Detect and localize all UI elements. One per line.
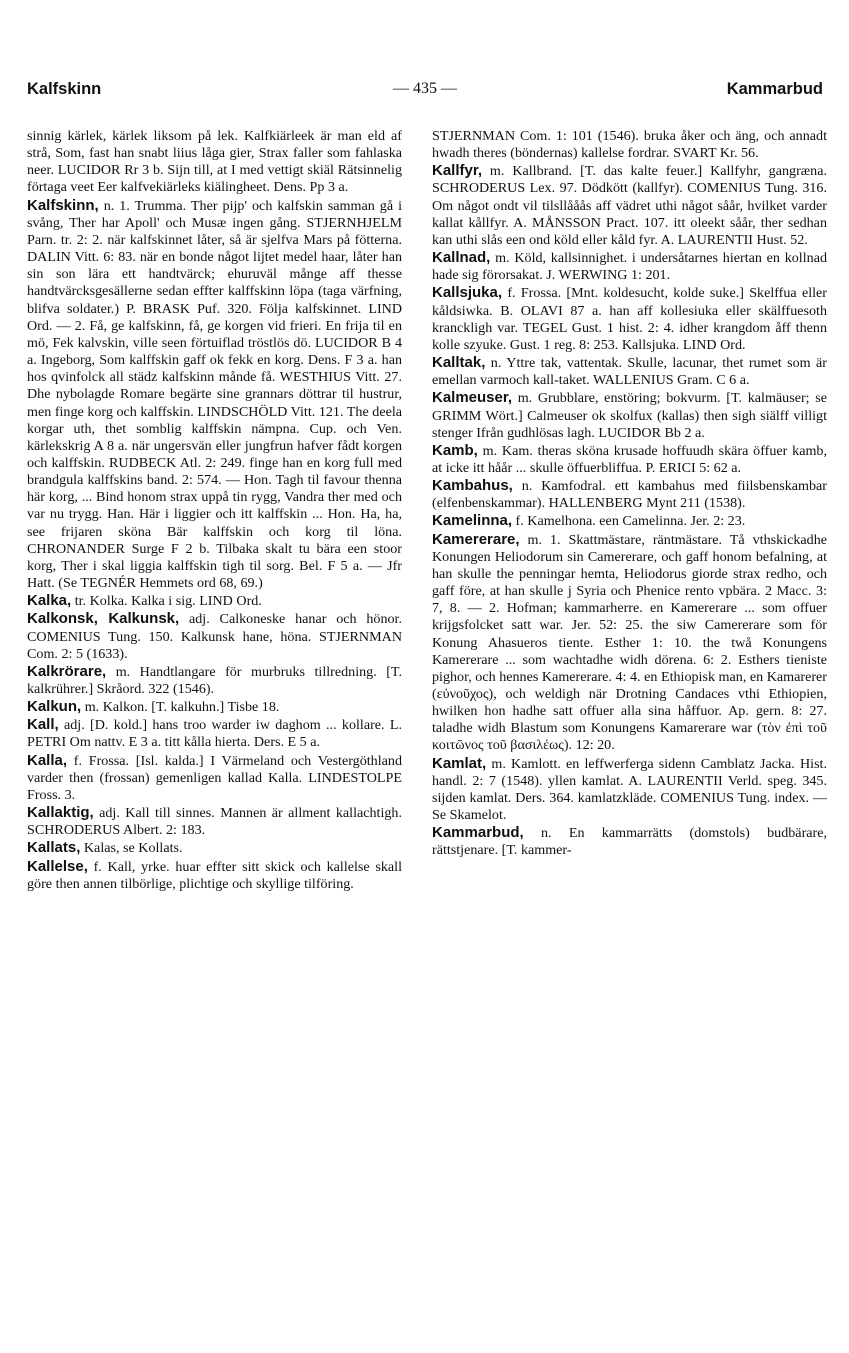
- headword: Kalltak,: [432, 354, 486, 372]
- headword: Kallfyr,: [432, 162, 483, 180]
- headword: Kalfskinn,: [27, 196, 99, 214]
- entry: Kalla, f. Frossa. [Isl. kalda.] I Värmeland och Vestergöthland varder then (frossan) gemenligen kallad Kalla. LINDESTOLPE Fross. 3.: [27, 751, 402, 803]
- entry: Kamelinna, f. Kamelhona. een Camelinna. Jer. 2: 23.: [432, 512, 746, 530]
- headword: Kallaktig,: [27, 804, 94, 822]
- header-right-word: Kammarbud: [726, 80, 823, 98]
- headword: Kalmeuser,: [432, 389, 513, 407]
- entry: Kallelse, f. Kall, yrke. huar effter sitt skick och kallelse skall göre then annen tilbörlige, plichtige och skyllige tilföring.: [27, 857, 402, 892]
- entry: Kallsjuka, f. Frossa. [Mnt. koldesucht, kolde suke.] Skelffua eller kåldsiwka. B. OLAVI 87 a. han aff kollesiuka eller skälffuesoth kranckligh var. TEGEL Gust. 1 hist. 2: 4. idher krangdom åff thenn kolle szyuke. Gust. 1 reg. 8: 253. Kallsjuka. LIND Ord.: [432, 284, 827, 353]
- entry: Kalltak, n. Yttre tak, vattentak. Skulle, lacunar, thet rumet som är emellan varmoch kall-taket. WALLENIUS Gram. C 6 a.: [432, 354, 827, 389]
- right-column: [432, 128, 827, 860]
- entry: Kalka, tr. Kolka. Kalka i sig. LIND Ord.: [27, 592, 262, 610]
- headword: Kallats,: [27, 839, 81, 857]
- headword: Kamererare,: [432, 530, 520, 548]
- headword: Kallelse,: [27, 857, 88, 875]
- entry: Kalkonsk, Kalkunsk, adj. Calkoneske hanar och hönor. COMENIUS Tung. 150. Kalkunsk hane, höna. STJERNMAN Com. 2: 5 (1633).: [27, 610, 402, 662]
- headword: Kamb,: [432, 441, 478, 459]
- headword: Kall,: [27, 716, 59, 734]
- headword: Kallnad,: [432, 249, 491, 267]
- entry: Kalkrörare, m. Handtlangare för murbruks tillredning. [T. kalkrührer.] Skråord. 322 (1546).: [27, 662, 402, 697]
- entry: Kamb, m. Kam. theras sköna krusade hoffuudh skära öffuer kamb, at icke itt håår ... skulle öffuerbliffua. P. ERICI 5: 62 a.: [432, 441, 827, 476]
- headword: Kalkonsk, Kalkunsk,: [27, 610, 180, 628]
- headword: Kammarbud,: [432, 824, 524, 842]
- left-column: [27, 128, 402, 893]
- headword: Kamlat,: [432, 754, 487, 772]
- headword: Kallsjuka,: [432, 284, 503, 302]
- header-left-word: Kalfskinn: [27, 80, 102, 98]
- entry: Kallaktig, adj. Kall till sinnes. Mannen är allment kallachtigh. SCHRODERUS Albert. 2: 183.: [27, 804, 402, 839]
- entry-continuation: STJERNMAN Com. 1: 101 (1546). bruka åker och äng, och annadt hwadh theres (böndernas) kallelse fordrar. SVART Kr. 56.: [432, 128, 827, 162]
- entry: Kammarbud, n. En kammarrätts (domstols) budbärare, rättstjenare. [T. kammer-: [432, 824, 827, 859]
- entry: Kambahus, n. Kamfodral. ett kambahus med fiilsbenskambar (elfenbenskammar). HALLENBERG Mynt 211 (1538).: [432, 477, 827, 512]
- entry: Kalfskinn, n. 1. Trumma. Ther pijp' och kalfskin samman gå i svång, Ther har Apoll' och Musæ ingen gång. STJERNHJELM Parn. tr. 2: 2. när kalfskinnet låter, så är sjelfva Mars på fötterna. DALIN Vitt. 6: 83. när en bonde något lijtet medel haar, låter han sin son lära ett handtvärck; ehuruväl månge aff thesse handtvärcksgesällerne sedan effter kalffskinn löpa (taga värfning, blifva soldater.) P. BRASK Puf. 320. Följa kalfskinnet. LIND Ord. — 2. Få, ge kalfskinn, få, ge korgen vid frieri. En frija til en mö, Fek kalvskin, ville seen förtuiflad tröstlös dö. LUCIDOR B 4 a. Ingeborg, Som kalffskin gaff ok fekk en korg. Dens. F 3 a. han hos qvinfolck all städz kalfskinn månde få. WESTHIUS Vitt. 27. Dhe nybolagde Romare begärte sine grannars döttrar til hustrur, men finge korg och kalffskin. LINDSCHÖLD Vitt. 121. The deela korgar uth, thet somblig kalffskin nämpna. Cup. och Ven. kärlekskrig A 8 a. när ungersvän eller jungfrun hafver fådt korgen och kalffskin. RUDBECK Atl. 2: 249. finge han en korg full med brandgula kalffskins band. 2: 574. — Hon. Tagh til favour thenna här korg, ... Bind honom strax uppå tin rygg, Vandra ther med och var nu trygg. Han. Här i liggier och itt kalffskin ... Hon. Ha, ha, see frijaren sköna Bär kalffskin och korg til löna. CHRONANDER Surge F 2 b. Tilbaka skalt tu bära een stoor korg, Ther i skal liggia kalffskin tigh til sorg. Bel. F 5 a. — Jfr Hatt. (Se TEGNÉR Hemmets ord 68, 69.): [27, 196, 402, 592]
- entry: Kamlat, m. Kamlott. en leffwerferga sidenn Camblatz Jacka. Hist. handl. 2: 7 (1548). yllen kamlat. A. LAURENTII Verld. speg. 345. sijden kamlat. Ders. 364. kamlatzkläde. COMENIUS Tung. index. — Se Skamelot.: [432, 754, 827, 824]
- entry: Kalkun, m. Kalkon. [T. kalkuhn.] Tisbe 18.: [27, 698, 280, 716]
- entry: Kalmeuser, m. Grubblare, enstöring; bokvurm. [T. kalmäuser; se GRIMM Wört.] Calmeuser ok skolfux (kallas) then sigh siälff villigt stenger Ifrån gudhlösas lagh. LUCIDOR Bb 2 a.: [432, 389, 827, 441]
- entry: Kallnad, m. Köld, kallsinnighet. i undersåtarnes hiertan en kollnad hade sig förorsakat. J. WERWING 1: 201.: [432, 249, 827, 284]
- headword: Kalkun,: [27, 698, 82, 716]
- headword: Kalkrörare,: [27, 662, 107, 680]
- entry: Kall, adj. [D. kold.] hans troo warder iw daghom ... kollare. L. PETRI Om nattv. E 3 a. titt kålla hierta. Ders. E 5 a.: [27, 716, 402, 751]
- entry: Kallats, Kalas, se Kollats.: [27, 839, 183, 857]
- entry: Kallfyr, m. Kallbrand. [T. das kalte feuer.] Kallfyhr, gangræna. SCHRODERUS Lex. 97. Dödkött (kallfyr). COMENIUS Tung. 316. Om något ondt vil tilsllååås aff vädret uthi något såår, hvilket varder kallat kållfyr. A. MÅNSSON Pract. 107. itt oleekt såår, ther sedhan kan uthi slås een ond köld eller kåld fyr. A. LAURENTII Hust. 52.: [432, 162, 827, 248]
- page-header: [27, 80, 823, 104]
- headword: Kambahus,: [432, 477, 513, 495]
- page-number: — 435 —: [393, 80, 457, 97]
- headword: Kalla,: [27, 751, 68, 769]
- entry-continuation: sinnig kärlek, kärlek liksom på lek. Kalfkiärleek är man eld af strå, Som, fast han snabt liius låga gier, Strax faller som fahlaska neer. LUCIDOR Rr 3 b. Sijn till, at I med vettigt skiäl Rätsinnelig förtaga veet Eer kalfvekiärleks kiälingheet. Dens. Pp 3 a.: [27, 128, 402, 196]
- headword: Kalka,: [27, 592, 72, 610]
- headword: Kamelinna,: [432, 512, 513, 530]
- entry: Kamererare, m. 1. Skattmästare, räntmästare. Tå vthskickadhe Konungen Heliodorum sin Camererare, och gaff honom befalning, at han skulle the penningar hemta, Heliodorus giorde strax redho, och gaff före, at han skulle j Syria och Phenice rento vpbära. 2 Macc. 3: 7, 8. — 2. Hofman; kammarherre. en Kamererare ... som offuer krijgsfolcket satt war. Jer. 52: 25. the siw Camererare som för Konung Ahasueros tiente. Esther 1: 10. the twå Konungens Kamererare ... som wachtadhe widh dörena. 6: 2. Esthers tieniste pighor, och hennes Kamererare. 4: 4. en Ethiopisk man, en Kamarerer (εὐνοῦχος), och weldigh när Drotning Candaces vthi Ethiopien, hwilken hon hadhe satt offuer alla sina håffuor. Ap. gern. 8: 27. taladhe widh Blastum som Konungens Kamarerare war (τὸν ἐπὶ τοῦ κοιτῶνος τοῦ βασιλέως). 12: 20.: [432, 530, 827, 754]
